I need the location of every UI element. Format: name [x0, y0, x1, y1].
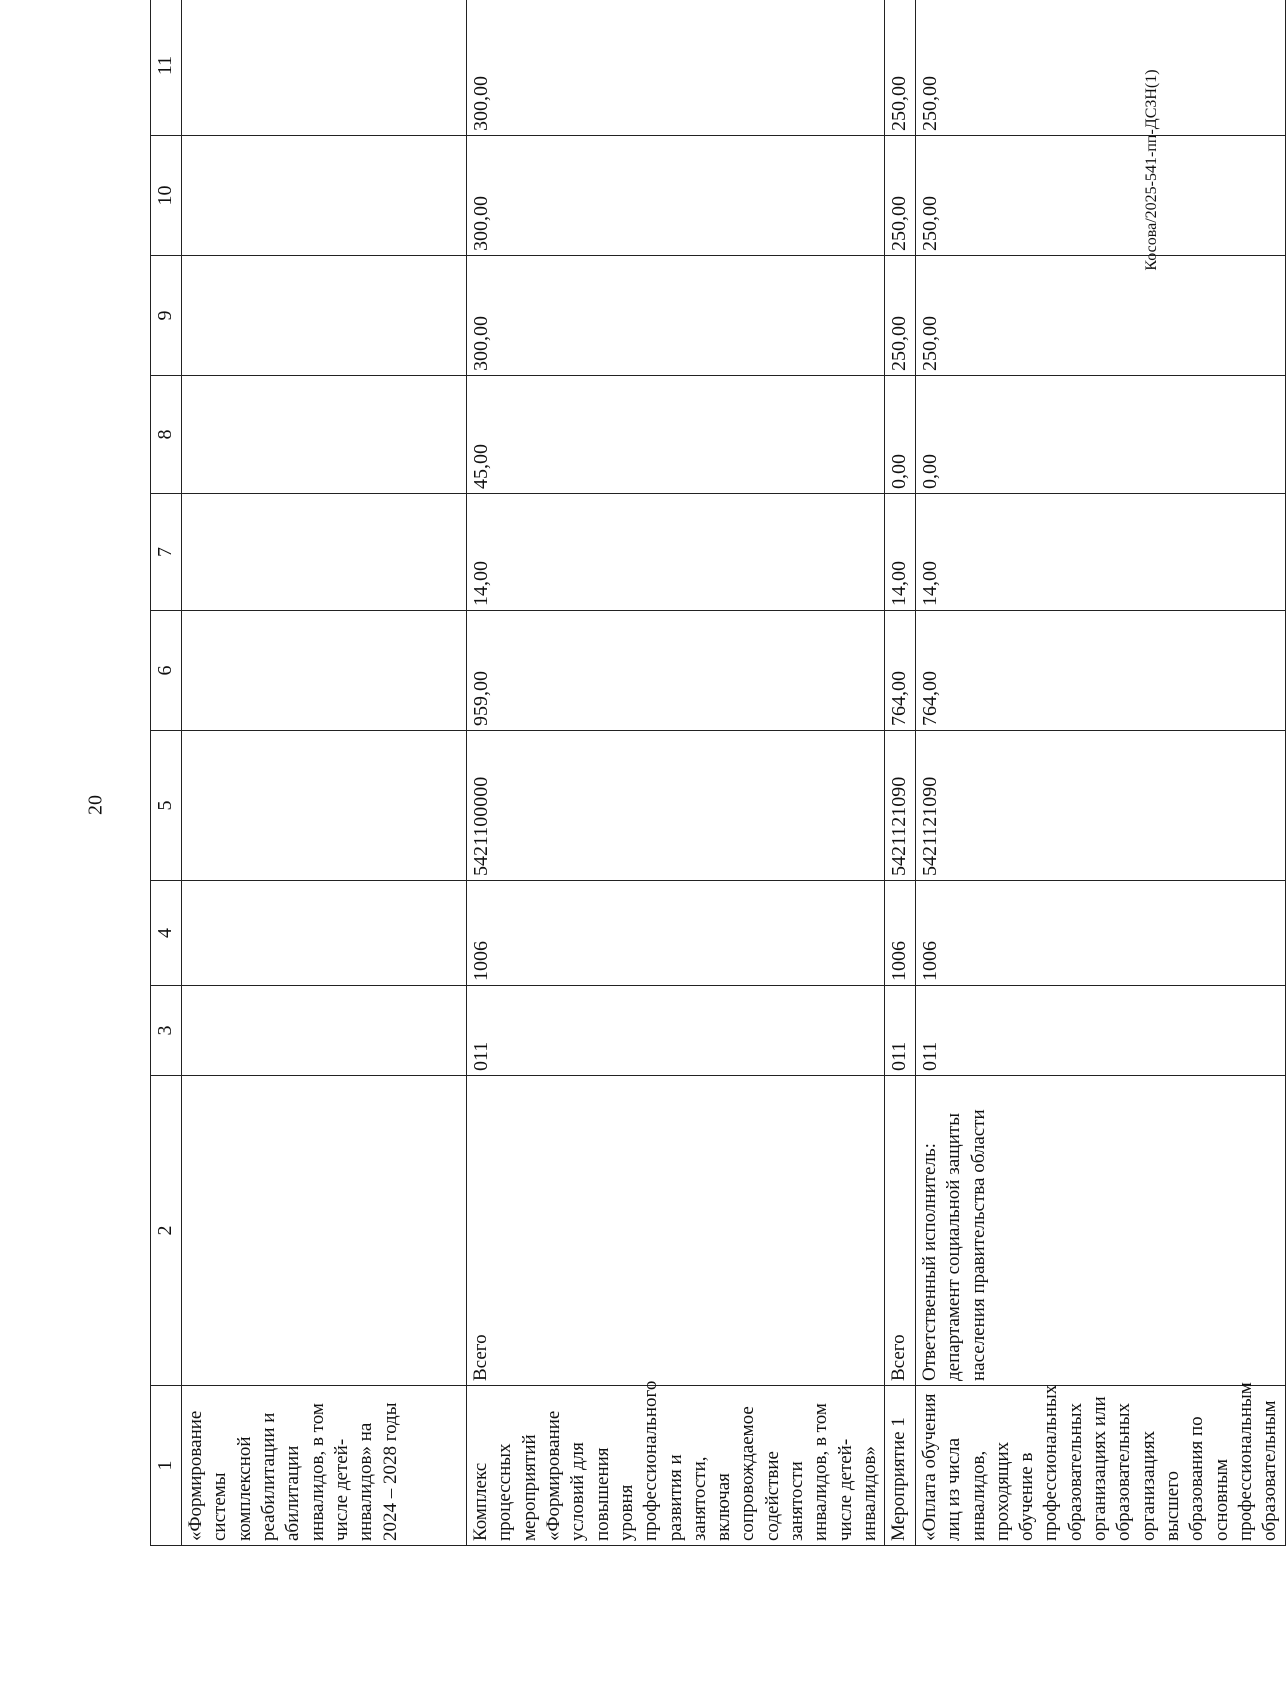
budget-table [150, 0, 1286, 1546]
document-code: Косова/2025-541-пп-ДСЗН(1) [1143, 69, 1160, 271]
table-cell [182, 376, 467, 494]
table-cell [182, 731, 467, 881]
table-cell: 5421121090 [915, 731, 1285, 881]
table-cell: 250,00 [885, 0, 916, 136]
table-cell: 764,00 [915, 611, 1285, 731]
column-header: 6 [151, 611, 182, 731]
table-cell: 250,00 [885, 256, 916, 376]
column-header: 2 [151, 1076, 182, 1386]
column-header: 3 [151, 986, 182, 1076]
table-cell: 0,00 [885, 376, 916, 494]
table-cell: 5421121090 [885, 731, 916, 881]
table-cell: 1006 [885, 881, 916, 986]
table-cell: 959,00 [467, 611, 885, 731]
table-cell: 011 [885, 986, 916, 1076]
table-cell: 250,00 [885, 136, 916, 256]
table-cell: 45,00 [467, 376, 885, 494]
table-cell: 250,00 [915, 256, 1285, 376]
table-cell [182, 494, 467, 611]
table-cell: 1006 [915, 881, 1285, 986]
table-cell: 14,00 [885, 494, 916, 611]
column-header: 1 [151, 1386, 182, 1546]
column-header: 10 [151, 136, 182, 256]
table-cell: 011 [915, 986, 1285, 1076]
table-cell: 14,00 [915, 494, 1285, 611]
table-cell [182, 986, 467, 1076]
program-name-cell: Комплекс процессных мероприятий «Формирование условий для повышения уровня профессионального развития и занятости, включая сопровождаемое содействие занятости инвалидов, в том числе детей-инвалидов» [467, 1386, 885, 1546]
column-header: 9 [151, 256, 182, 376]
table-cell: 300,00 [467, 136, 885, 256]
executor-cell [182, 1076, 467, 1386]
table-row [915, 0, 1285, 1546]
executor-cell: Всего [885, 1076, 916, 1386]
table-cell: 0,00 [915, 376, 1285, 494]
table-cell: 14,00 [467, 494, 885, 611]
column-header: 5 [151, 731, 182, 881]
column-header: 8 [151, 376, 182, 494]
table-header-row [151, 0, 182, 1546]
table-cell: 250,00 [915, 136, 1285, 256]
table-cell: 250,00 [915, 0, 1285, 136]
program-name-cell: Мероприятие 1 [885, 1386, 916, 1546]
table-cell [182, 881, 467, 986]
program-name-cell: «Формирование системы комплексной реабилитации и абилитации инвалидов, в том числе детей-инвалидов» на 2024 – 2028 годы [182, 1386, 467, 1546]
table-cell: 011 [467, 986, 885, 1076]
column-header: 7 [151, 494, 182, 611]
table-cell [182, 256, 467, 376]
table-cell: 764,00 [885, 611, 916, 731]
table-cell: 1006 [467, 881, 885, 986]
program-name-cell: «Оплата обучения лиц из числа инвалидов, проходящих обучение в профессиональных образовательных организациях или образовательных организациях высшего образования по основным профессиональным образовательным [915, 1386, 1285, 1546]
table-cell: 5421100000 [467, 731, 885, 881]
table-cell [182, 611, 467, 731]
column-header: 11 [151, 0, 182, 136]
table-cell: 300,00 [467, 256, 885, 376]
table-row [182, 0, 467, 1546]
column-header: 4 [151, 881, 182, 986]
table-cell [182, 136, 467, 256]
executor-cell: Ответственный исполнитель: департамент социальной защиты населения правительства области [915, 1076, 1285, 1386]
table-row [467, 0, 885, 1546]
executor-cell: Всего [467, 1076, 885, 1386]
table-row [885, 0, 916, 1546]
page-number: 20 [84, 795, 107, 815]
table-cell [182, 0, 467, 136]
table-cell: 300,00 [467, 0, 885, 136]
